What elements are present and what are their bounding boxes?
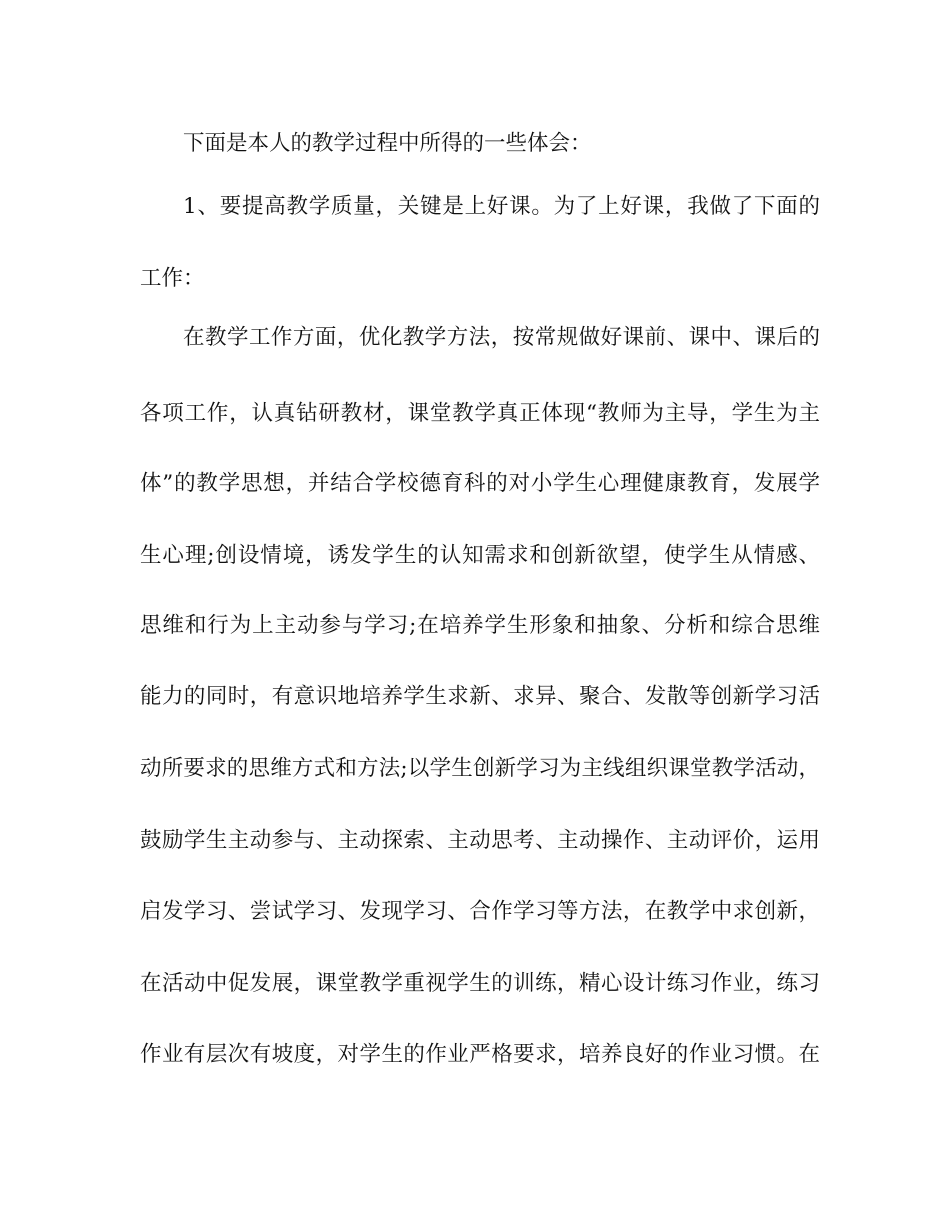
paragraph-line: 启发学习、尝试学习、发现学习、合作学习等方法，在教学中求创新， <box>140 899 820 924</box>
paragraph-line: 鼓励学生主动参与、主动探索、主动思考、主动操作、主动评价，运用 <box>140 828 820 853</box>
paragraph-line: 在教学工作方面，优化教学方法，按常规做好课前、课中、课后的 <box>183 325 820 350</box>
paragraph-line: 体”的教学思想，并结合学校德育科的对小学生心理健康教育，发展学 <box>140 471 820 496</box>
paragraph-line: 1、要提高教学质量，关键是上好课。为了上好课，我做了下面的 <box>183 194 820 219</box>
paragraph-line: 工作： <box>140 266 205 291</box>
paragraph-line: 动所要求的思维方式和方法;以学生创新学习为主线组织课堂教学活动， <box>140 756 820 781</box>
paragraph-line: 作业有层次有坡度，对学生的作业严格要求，培养良好的作业习惯。在 <box>140 1042 820 1067</box>
paragraph-line: 在活动中促发展，课堂教学重视学生的训练，精心设计练习作业，练习 <box>140 971 820 996</box>
paragraph-line: 各项工作，认真钻研教材，课堂教学真正体现“教师为主导，学生为主 <box>140 401 820 426</box>
paragraph-line: 下面是本人的教学过程中所得的一些体会： <box>183 131 592 156</box>
paragraph-line: 生心理;创设情境，诱发学生的认知需求和创新欲望，使学生从情感、 <box>140 543 820 568</box>
paragraph-line: 思维和行为上主动参与学习;在培养学生形象和抽象、分析和综合思维 <box>140 613 820 638</box>
paragraph-line: 能力的同时，有意识地培养学生求新、求异、聚合、发散等创新学习活 <box>140 684 820 709</box>
